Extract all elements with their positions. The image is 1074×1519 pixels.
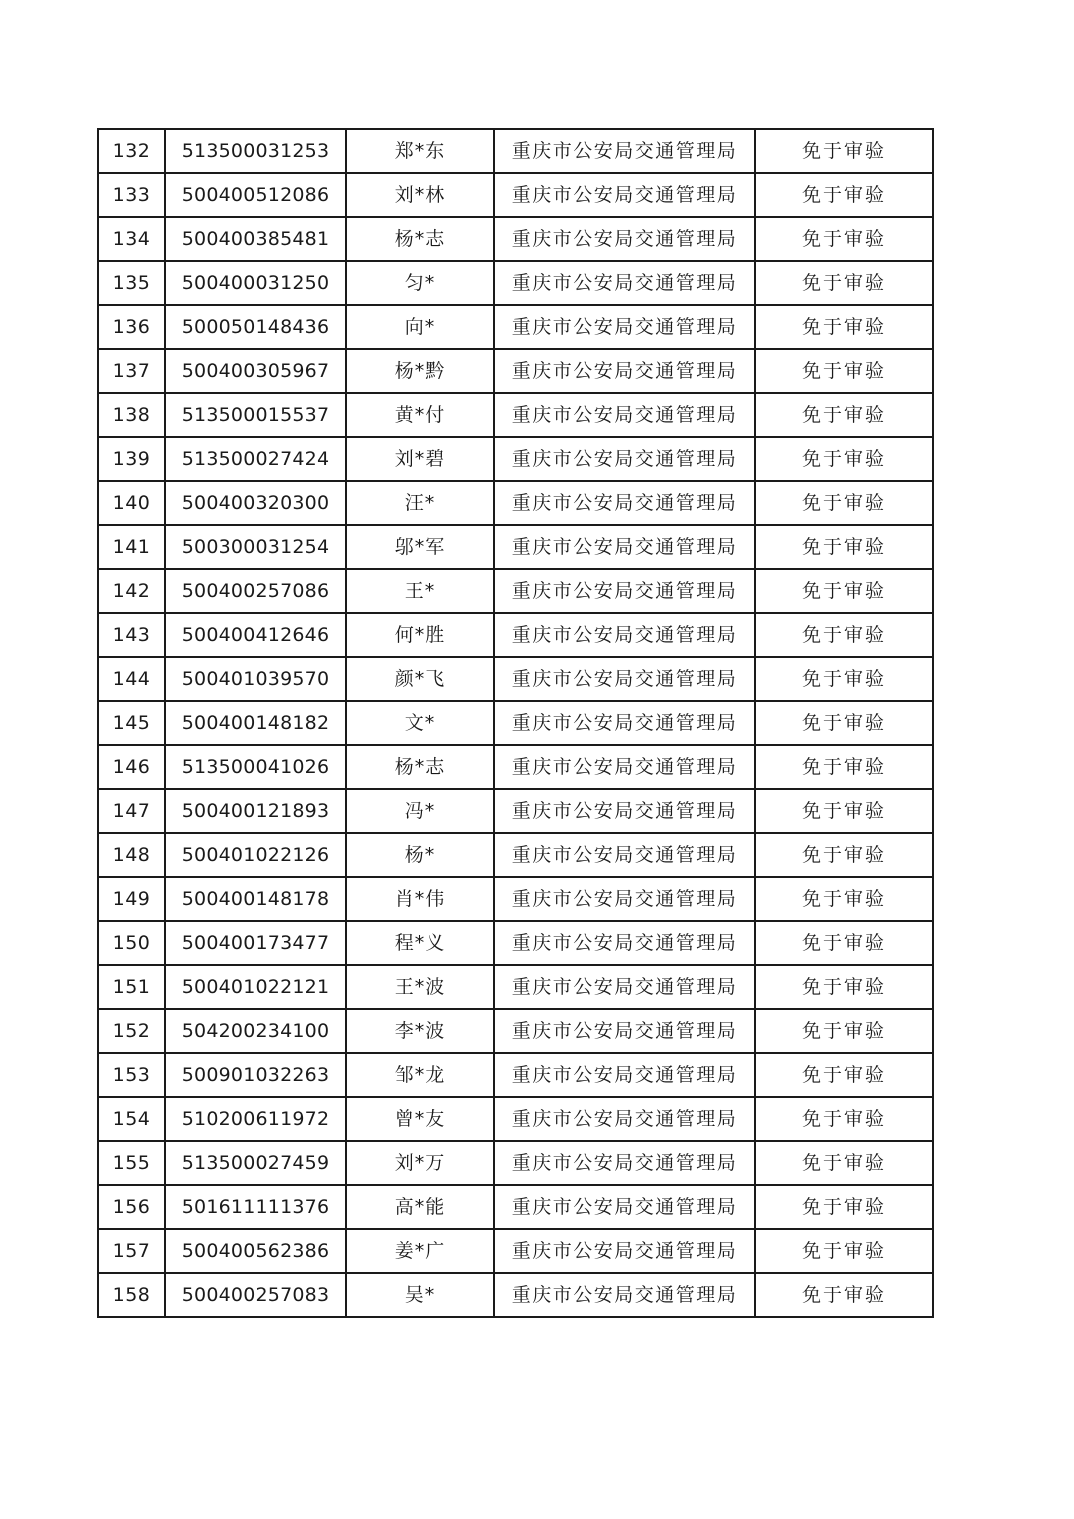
person-name-cell: 邹*龙 [346,1053,494,1097]
person-name-cell: 刘*碧 [346,437,494,481]
table-row [98,1053,933,1097]
review-status-cell: 免于审验 [755,833,933,877]
issuing-authority-cell: 重庆市公安局交通管理局 [494,1097,755,1141]
review-status-cell: 免于审验 [755,877,933,921]
table-row [98,789,933,833]
license-number-cell: 500400257083 [165,1273,346,1317]
person-name-cell: 肖*伟 [346,877,494,921]
review-status-cell: 免于审验 [755,921,933,965]
table-row [98,393,933,437]
row-number-cell: 149 [98,877,165,921]
person-name-cell: 颜*飞 [346,657,494,701]
row-number-cell: 132 [98,129,165,173]
review-status-cell: 免于审验 [755,525,933,569]
license-number-cell: 501611111376 [165,1185,346,1229]
row-number-cell: 152 [98,1009,165,1053]
person-name-cell: 郑*东 [346,129,494,173]
person-name-cell: 姜*广 [346,1229,494,1273]
table-row [98,657,933,701]
row-number-cell: 140 [98,481,165,525]
issuing-authority-cell: 重庆市公安局交通管理局 [494,217,755,261]
person-name-cell: 王*波 [346,965,494,1009]
issuing-authority-cell: 重庆市公安局交通管理局 [494,305,755,349]
table-row [98,833,933,877]
license-number-cell: 500400412646 [165,613,346,657]
license-number-cell: 500400512086 [165,173,346,217]
row-number-cell: 139 [98,437,165,481]
table-row [98,1229,933,1273]
table-row [98,921,933,965]
row-number-cell: 136 [98,305,165,349]
person-name-cell: 杨*黔 [346,349,494,393]
license-number-cell: 510200611972 [165,1097,346,1141]
license-number-cell: 513500027424 [165,437,346,481]
license-number-cell: 500300031254 [165,525,346,569]
person-name-cell: 汪* [346,481,494,525]
review-status-cell: 免于审验 [755,437,933,481]
row-number-cell: 137 [98,349,165,393]
license-number-cell: 513500015537 [165,393,346,437]
review-status-cell: 免于审验 [755,173,933,217]
row-number-cell: 146 [98,745,165,789]
roster-table [97,128,934,1318]
issuing-authority-cell: 重庆市公安局交通管理局 [494,569,755,613]
review-status-cell: 免于审验 [755,613,933,657]
review-status-cell: 免于审验 [755,1273,933,1317]
table-row [98,1141,933,1185]
table-row [98,613,933,657]
person-name-cell: 向* [346,305,494,349]
review-status-cell: 免于审验 [755,305,933,349]
person-name-cell: 匀* [346,261,494,305]
person-name-cell: 李*波 [346,1009,494,1053]
issuing-authority-cell: 重庆市公安局交通管理局 [494,1229,755,1273]
table-row [98,437,933,481]
person-name-cell: 吴* [346,1273,494,1317]
license-number-cell: 500400562386 [165,1229,346,1273]
review-status-cell: 免于审验 [755,1053,933,1097]
row-number-cell: 138 [98,393,165,437]
review-status-cell: 免于审验 [755,1097,933,1141]
issuing-authority-cell: 重庆市公安局交通管理局 [494,789,755,833]
issuing-authority-cell: 重庆市公安局交通管理局 [494,349,755,393]
license-number-cell: 500401022121 [165,965,346,1009]
issuing-authority-cell: 重庆市公安局交通管理局 [494,1053,755,1097]
review-status-cell: 免于审验 [755,349,933,393]
license-number-cell: 513500027459 [165,1141,346,1185]
review-status-cell: 免于审验 [755,1229,933,1273]
person-name-cell: 王* [346,569,494,613]
person-name-cell: 冯* [346,789,494,833]
table-row [98,1185,933,1229]
issuing-authority-cell: 重庆市公安局交通管理局 [494,129,755,173]
table-row [98,217,933,261]
license-number-cell: 500050148436 [165,305,346,349]
license-number-cell: 500401039570 [165,657,346,701]
issuing-authority-cell: 重庆市公安局交通管理局 [494,481,755,525]
review-status-cell: 免于审验 [755,481,933,525]
row-number-cell: 157 [98,1229,165,1273]
issuing-authority-cell: 重庆市公安局交通管理局 [494,1273,755,1317]
issuing-authority-cell: 重庆市公安局交通管理局 [494,965,755,1009]
row-number-cell: 151 [98,965,165,1009]
row-number-cell: 153 [98,1053,165,1097]
person-name-cell: 刘*万 [346,1141,494,1185]
person-name-cell: 程*义 [346,921,494,965]
review-status-cell: 免于审验 [755,789,933,833]
license-number-cell: 513500041026 [165,745,346,789]
review-status-cell: 免于审验 [755,569,933,613]
license-number-cell: 513500031253 [165,129,346,173]
person-name-cell: 高*能 [346,1185,494,1229]
license-number-cell: 500401022126 [165,833,346,877]
issuing-authority-cell: 重庆市公安局交通管理局 [494,1141,755,1185]
license-number-cell: 500400148182 [165,701,346,745]
table-row [98,305,933,349]
issuing-authority-cell: 重庆市公安局交通管理局 [494,1009,755,1053]
license-number-cell: 500400148178 [165,877,346,921]
table-row [98,525,933,569]
person-name-cell: 文* [346,701,494,745]
issuing-authority-cell: 重庆市公安局交通管理局 [494,437,755,481]
person-name-cell: 黄*付 [346,393,494,437]
row-number-cell: 156 [98,1185,165,1229]
roster-table-body [98,129,933,1317]
license-number-cell: 500400257086 [165,569,346,613]
license-number-cell: 500901032263 [165,1053,346,1097]
review-status-cell: 免于审验 [755,129,933,173]
review-status-cell: 免于审验 [755,217,933,261]
license-number-cell: 500400121893 [165,789,346,833]
person-name-cell: 刘*林 [346,173,494,217]
row-number-cell: 148 [98,833,165,877]
issuing-authority-cell: 重庆市公安局交通管理局 [494,1185,755,1229]
row-number-cell: 141 [98,525,165,569]
issuing-authority-cell: 重庆市公安局交通管理局 [494,921,755,965]
review-status-cell: 免于审验 [755,965,933,1009]
issuing-authority-cell: 重庆市公安局交通管理局 [494,745,755,789]
review-status-cell: 免于审验 [755,261,933,305]
issuing-authority-cell: 重庆市公安局交通管理局 [494,613,755,657]
person-name-cell: 何*胜 [346,613,494,657]
license-number-cell: 504200234100 [165,1009,346,1053]
row-number-cell: 150 [98,921,165,965]
row-number-cell: 145 [98,701,165,745]
issuing-authority-cell: 重庆市公安局交通管理局 [494,525,755,569]
table-row [98,1273,933,1317]
license-number-cell: 500400305967 [165,349,346,393]
table-row [98,569,933,613]
license-number-cell: 500400173477 [165,921,346,965]
review-status-cell: 免于审验 [755,657,933,701]
table-row [98,1009,933,1053]
review-status-cell: 免于审验 [755,745,933,789]
person-name-cell: 邬*军 [346,525,494,569]
row-number-cell: 144 [98,657,165,701]
row-number-cell: 134 [98,217,165,261]
review-status-cell: 免于审验 [755,393,933,437]
row-number-cell: 142 [98,569,165,613]
review-status-cell: 免于审验 [755,701,933,745]
issuing-authority-cell: 重庆市公安局交通管理局 [494,261,755,305]
issuing-authority-cell: 重庆市公安局交通管理局 [494,877,755,921]
person-name-cell: 杨* [346,833,494,877]
table-row [98,261,933,305]
license-number-cell: 500400320300 [165,481,346,525]
issuing-authority-cell: 重庆市公安局交通管理局 [494,833,755,877]
row-number-cell: 155 [98,1141,165,1185]
row-number-cell: 147 [98,789,165,833]
person-name-cell: 杨*志 [346,217,494,261]
table-row [98,129,933,173]
table-row [98,1097,933,1141]
review-status-cell: 免于审验 [755,1185,933,1229]
table-row [98,481,933,525]
table-row [98,965,933,1009]
review-status-cell: 免于审验 [755,1141,933,1185]
row-number-cell: 133 [98,173,165,217]
table-row [98,745,933,789]
issuing-authority-cell: 重庆市公安局交通管理局 [494,657,755,701]
person-name-cell: 曾*友 [346,1097,494,1141]
row-number-cell: 158 [98,1273,165,1317]
table-row [98,349,933,393]
issuing-authority-cell: 重庆市公安局交通管理局 [494,701,755,745]
table-row [98,701,933,745]
person-name-cell: 杨*志 [346,745,494,789]
table-row [98,877,933,921]
row-number-cell: 154 [98,1097,165,1141]
license-number-cell: 500400385481 [165,217,346,261]
review-status-cell: 免于审验 [755,1009,933,1053]
issuing-authority-cell: 重庆市公安局交通管理局 [494,393,755,437]
issuing-authority-cell: 重庆市公安局交通管理局 [494,173,755,217]
table-row [98,173,933,217]
license-number-cell: 500400031250 [165,261,346,305]
row-number-cell: 143 [98,613,165,657]
row-number-cell: 135 [98,261,165,305]
